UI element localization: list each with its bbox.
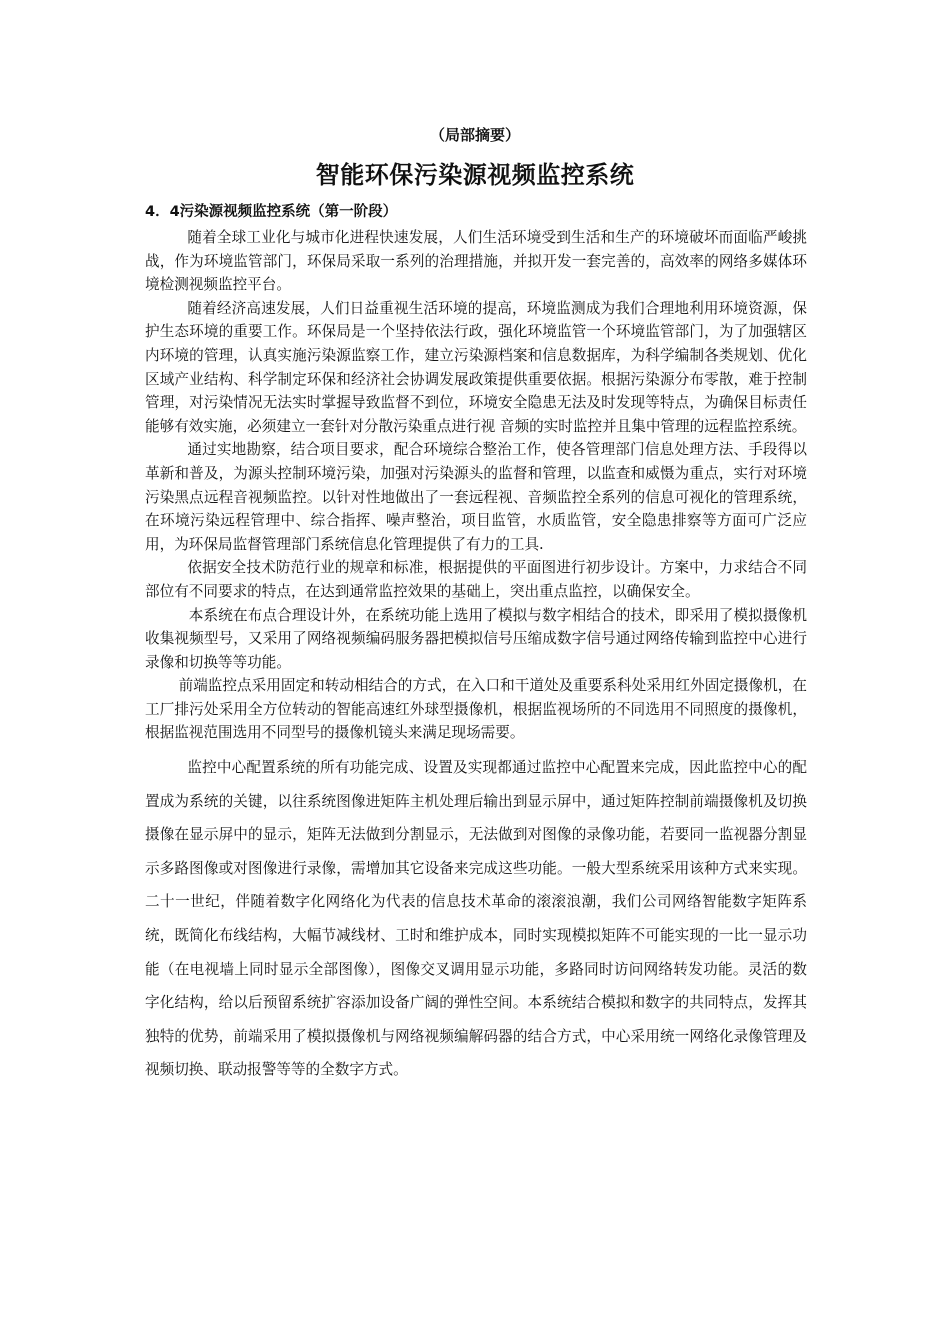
paragraph: 依据安全技术防范行业的规章和标准，根据提供的平面图进行初步设计。方案中，力求结合不同部位有不同要求的特点，在达到通常监控效果的基础上，突出重点监控，以确保安全。: [145, 559, 807, 600]
paragraph: 通过实地勘察，结合项目要求，配合环境综合整治工作，使各管理部门信息处理方法、手段得以革新和普及，为源头控制环境污染，加强对污染源头的监督和管理，以监查和威慑为重点，实行对环境污染黑点远程音视频监控。以针对性地做出了一套远程视、音频监控全系列的信息可视化的管理系统，在环境污染远程管理中、综合指挥、噪声整治，项目监管，水质监管，安全隐患排察等方面可广泛应用，为环保局监督管理部门系统信息化管理提供了有力的工具.: [145, 441, 807, 553]
paragraph: 随着全球工业化与城市化进程快速发展，人们生活环境受到生活和生产的环境破坏而面临严峻挑战，作为环境监管部门，环保局采取一系列的治理措施，并拟开发一套完善的，高效率的网络多媒体环境检测视频监控平台。: [145, 229, 807, 294]
document-title: 智能环保污染源视频监控系统: [315, 161, 635, 189]
paragraph: 前端监控点采用固定和转动相结合的方式，在入口和干道处及重要系科处采用红外固定摄像机，在工厂排污处采用全方位转动的智能高速红外球型摄像机，根据监视场所的不同选用不同照度的摄像机，根据监视范围选用不同型号的摄像机镜头来满足现场需要。: [145, 677, 807, 742]
paragraph: 监控中心配置系统的所有功能完成、设置及实现都通过监控中心配置来完成，因此监控中心的配置成为系统的关键，以往系统图像进矩阵主机处理后输出到显示屏中，通过矩阵控制前端摄像机及切换摄像在显示屏中的显示，矩阵无法做到分割显示，无法做到对图像的录像功能，若要同一监视器分割显示多路图像或对图像进行录像，需增加其它设备来完成这些功能。一般大型系统采用该种方式来实现。二十一世纪，伴随着数字化网络化为代表的信息技术革命的滚滚浪潮，我们公司网络智能数字矩阵系统，既简化布线结构，大幅节减线材、工时和维护成本，同时实现模拟矩阵不可能实现的一比一显示功能（在电视墙上同时显示全部图像），图像交叉调用显示功能，多路同时访问网络转发功能。灵活的数字化结构，给以后预留系统扩容添加设备广阔的弹性空间。本系统结合模拟和数字的共同特点，发挥其独特的优势，前端采用了模拟摄像机与网络视频编解码器的结合方式，中心采用统一网络化录像管理及视频切换、联动报警等等的全数字方式。: [145, 759, 807, 1079]
paragraph: 随着经济高速发展，人们日益重视生活环境的提高，环境监测成为我们合理地利用环境资源，保护生态环境的重要工作。环保局是一个坚持依法行政，强化环境监管一个环境监管部门，为了加强辖区内环境的管理，认真实施污染源监察工作，建立污染源档案和信息数据库，为科学编制各类规划、优化区域产业结构、科学制定环保和经济社会协调发展政策提供重要依据。根据污染源分布零散，难于控制管理，对污染情况无法实时掌握导致监督不到位，环境安全隐患无法及时发现等特点，为确保目标责任能够有效实施，必须建立一套针对分散污染重点进行视 音频的实时监控并且集中管理的远程监控系统。: [145, 299, 807, 435]
section-heading: 4．4污染源视频监控系统（第一阶段）: [145, 204, 398, 220]
paragraph: 本系统在布点合理设计外，在系统功能上选用了模拟与数字相结合的技术，即采用了模拟摄像机收集视频型号，又采用了网络视频编码服务器把模拟信号压缩成数字信号通过网络传输到监控中心进行录像和切换等等功能。: [145, 606, 807, 671]
document-body: [145, 226, 807, 1087]
document-subtitle: （局部摘要）: [429, 126, 520, 144]
